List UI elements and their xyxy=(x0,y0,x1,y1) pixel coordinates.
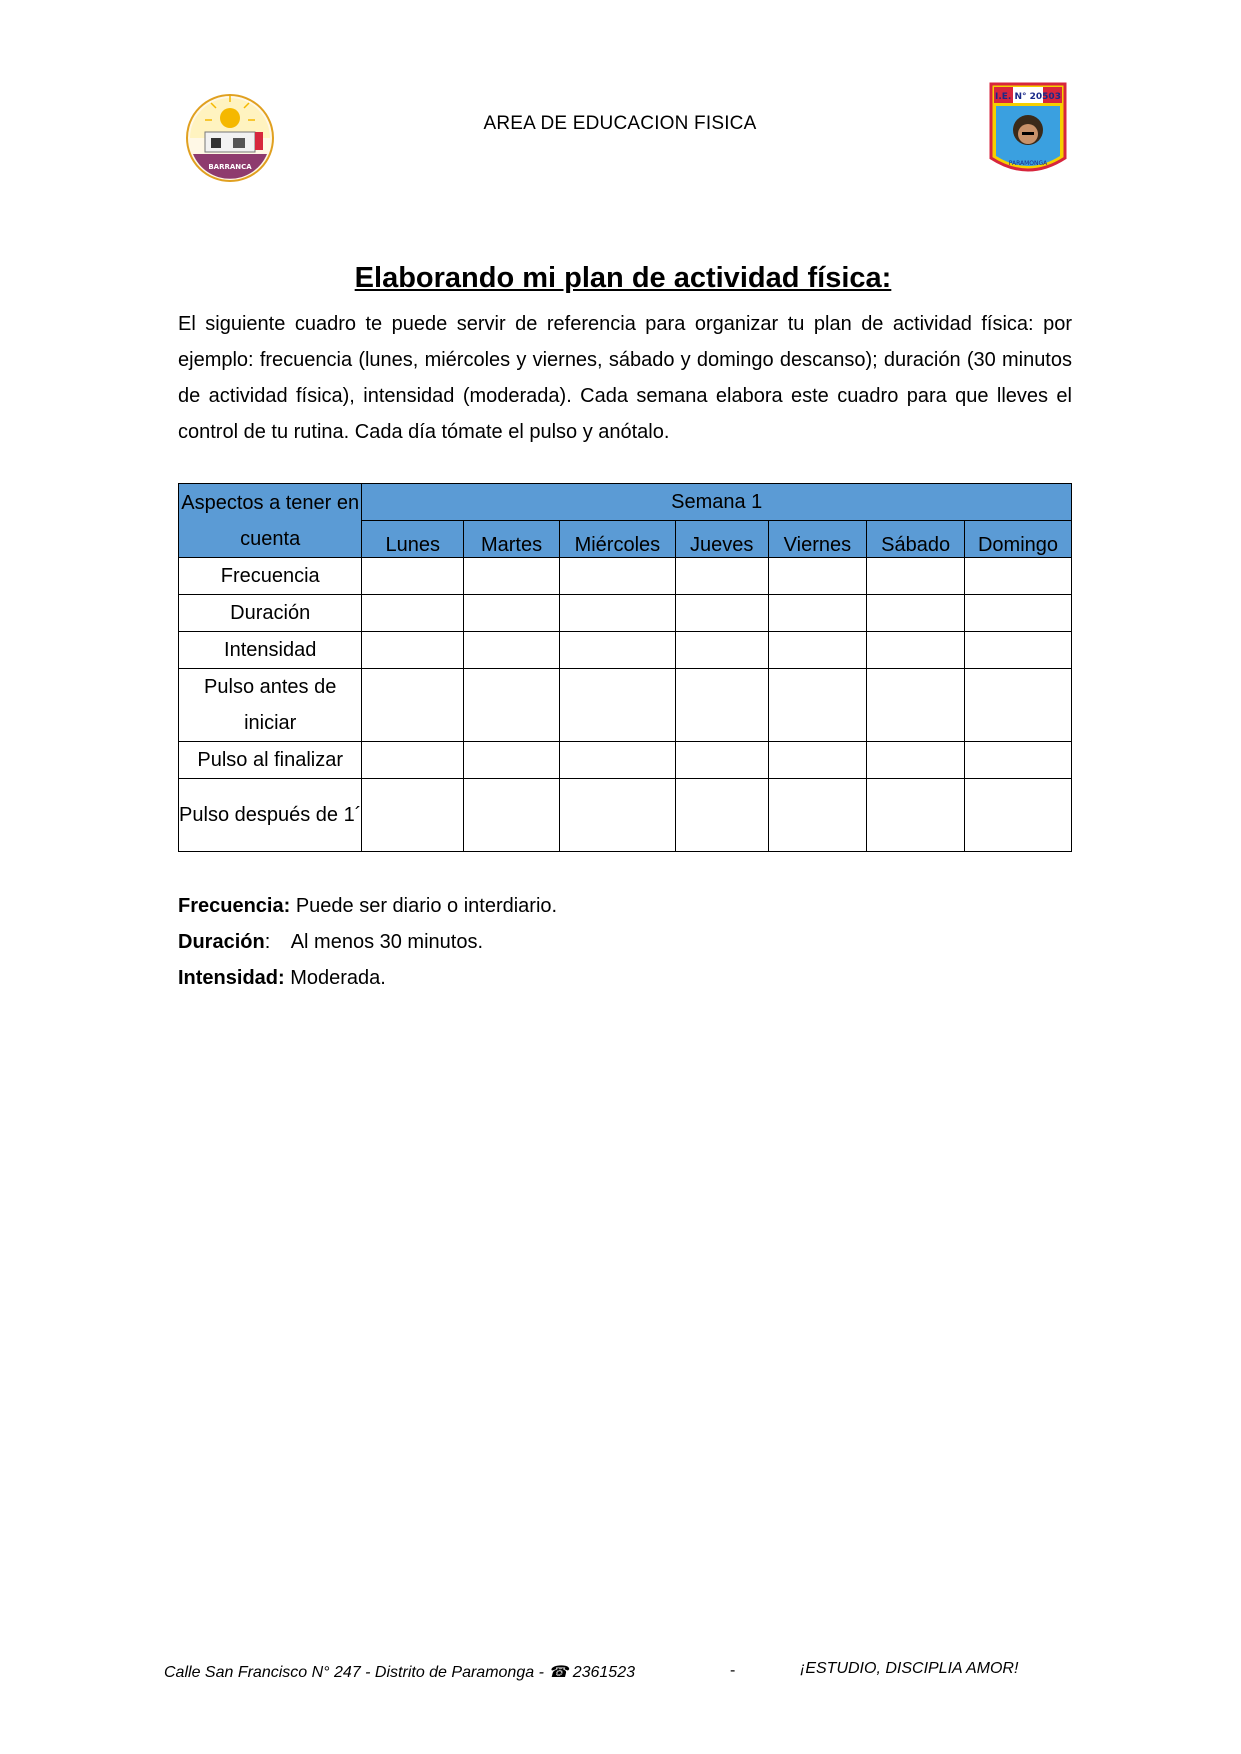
note-label: Frecuencia: xyxy=(178,895,291,917)
table-cell[interactable] xyxy=(464,595,560,632)
row-label-pulso-antes: Pulso antes de iniciar xyxy=(179,669,362,742)
table-cell[interactable] xyxy=(464,669,560,742)
table-cell[interactable] xyxy=(965,632,1072,669)
row-label-pulso-finalizar: Pulso al finalizar xyxy=(179,742,362,779)
crest-bottom-text: PARAMONGA xyxy=(1008,160,1048,167)
table-cell[interactable] xyxy=(768,742,867,779)
row-label-duracion: Duración xyxy=(179,595,362,632)
notes-section xyxy=(178,888,878,996)
table-cell[interactable] xyxy=(867,742,965,779)
table-row xyxy=(179,779,1072,852)
table-cell[interactable] xyxy=(362,632,464,669)
table-cell[interactable] xyxy=(768,632,867,669)
table-cell[interactable] xyxy=(965,779,1072,852)
table-cell[interactable] xyxy=(867,632,965,669)
table-cell[interactable] xyxy=(464,742,560,779)
table-cell[interactable] xyxy=(559,558,675,595)
footer-separator: - xyxy=(730,1662,736,1679)
note-text: Puede ser diario o interdiario. xyxy=(295,895,558,917)
note-label: Intensidad: xyxy=(178,967,285,989)
table-cell[interactable] xyxy=(675,742,768,779)
note-label: Duración xyxy=(178,931,265,953)
day-header: Sábado xyxy=(867,521,965,558)
table-row xyxy=(179,632,1072,669)
ugel-logo xyxy=(185,92,275,184)
corner-header: Aspectos a tener en cuenta xyxy=(179,484,362,558)
table-cell[interactable] xyxy=(362,669,464,742)
table-cell[interactable] xyxy=(675,595,768,632)
table-row xyxy=(179,669,1072,742)
intro-paragraph: El siguiente cuadro te puede servir de referencia para organizar tu plan de actividad física: por ejemplo: frecuencia (lunes, miércoles y viernes, sábado y domingo descanso); duración (30 minutos de actividad física), intensidad (moderada). Cada semana elabora este cuadro para que lleves el control de tu rutina. Cada día tómate el pulso y anótalo. xyxy=(178,313,1072,443)
day-header: Domingo xyxy=(965,521,1072,558)
table-cell[interactable] xyxy=(867,595,965,632)
footer-address: Calle San Francisco N° 247 - Distrito de Paramonga - ☎ 2361523 xyxy=(164,1664,635,1681)
table-cell[interactable] xyxy=(464,558,560,595)
row-label-intensidad: Intensidad xyxy=(179,632,362,669)
table-cell[interactable] xyxy=(675,632,768,669)
table-cell[interactable] xyxy=(867,669,965,742)
table-cell[interactable] xyxy=(675,669,768,742)
week-header: Semana 1 xyxy=(362,484,1072,521)
note-intensidad xyxy=(178,960,878,996)
table-row xyxy=(179,558,1072,595)
table-cell[interactable] xyxy=(867,558,965,595)
day-header: Jueves xyxy=(675,521,768,558)
table-cell[interactable] xyxy=(559,669,675,742)
note-duracion xyxy=(178,924,878,960)
table-cell[interactable] xyxy=(675,558,768,595)
table-cell[interactable] xyxy=(867,779,965,852)
table-cell[interactable] xyxy=(768,669,867,742)
header-title: AREA DE EDUCACION FISICA xyxy=(483,113,757,134)
document-title: Elaborando mi plan de actividad física: xyxy=(354,262,892,294)
ugel-logo-bottom-text: BARRANCA xyxy=(208,163,252,171)
table-cell[interactable] xyxy=(768,558,867,595)
day-header: Lunes xyxy=(362,521,464,558)
day-header: Martes xyxy=(464,521,560,558)
table-cell[interactable] xyxy=(965,669,1072,742)
row-label-pulso-despues: Pulso después de 1´ xyxy=(179,779,362,852)
table-cell[interactable] xyxy=(675,779,768,852)
note-text: Moderada. xyxy=(290,967,386,989)
table-cell[interactable] xyxy=(362,742,464,779)
row-label-frecuencia: Frecuencia xyxy=(179,558,362,595)
table-cell[interactable] xyxy=(362,779,464,852)
note-separator: : xyxy=(264,931,271,953)
school-crest-logo xyxy=(987,80,1069,182)
table-cell[interactable] xyxy=(464,632,560,669)
table-cell[interactable] xyxy=(965,558,1072,595)
day-header: Viernes xyxy=(768,521,867,558)
table-row xyxy=(179,595,1072,632)
table-cell[interactable] xyxy=(464,779,560,852)
table-cell[interactable] xyxy=(559,632,675,669)
table-cell[interactable] xyxy=(768,779,867,852)
table-cell[interactable] xyxy=(559,742,675,779)
note-frecuencia xyxy=(178,888,878,924)
table-row xyxy=(179,742,1072,779)
table-cell[interactable] xyxy=(965,595,1072,632)
table-cell[interactable] xyxy=(362,595,464,632)
day-header: Miércoles xyxy=(559,521,675,558)
activity-plan-table xyxy=(178,483,1072,852)
table-cell[interactable] xyxy=(559,595,675,632)
note-text: Al menos 30 minutos. xyxy=(290,931,484,953)
table-cell[interactable] xyxy=(965,742,1072,779)
table-cell[interactable] xyxy=(768,595,867,632)
crest-badge-text: I.E. N° 20503 xyxy=(995,92,1061,102)
table-cell[interactable] xyxy=(559,779,675,852)
table-cell[interactable] xyxy=(362,558,464,595)
footer-motto: ¡ESTUDIO, DISCIPLIA AMOR! xyxy=(800,1660,1019,1677)
